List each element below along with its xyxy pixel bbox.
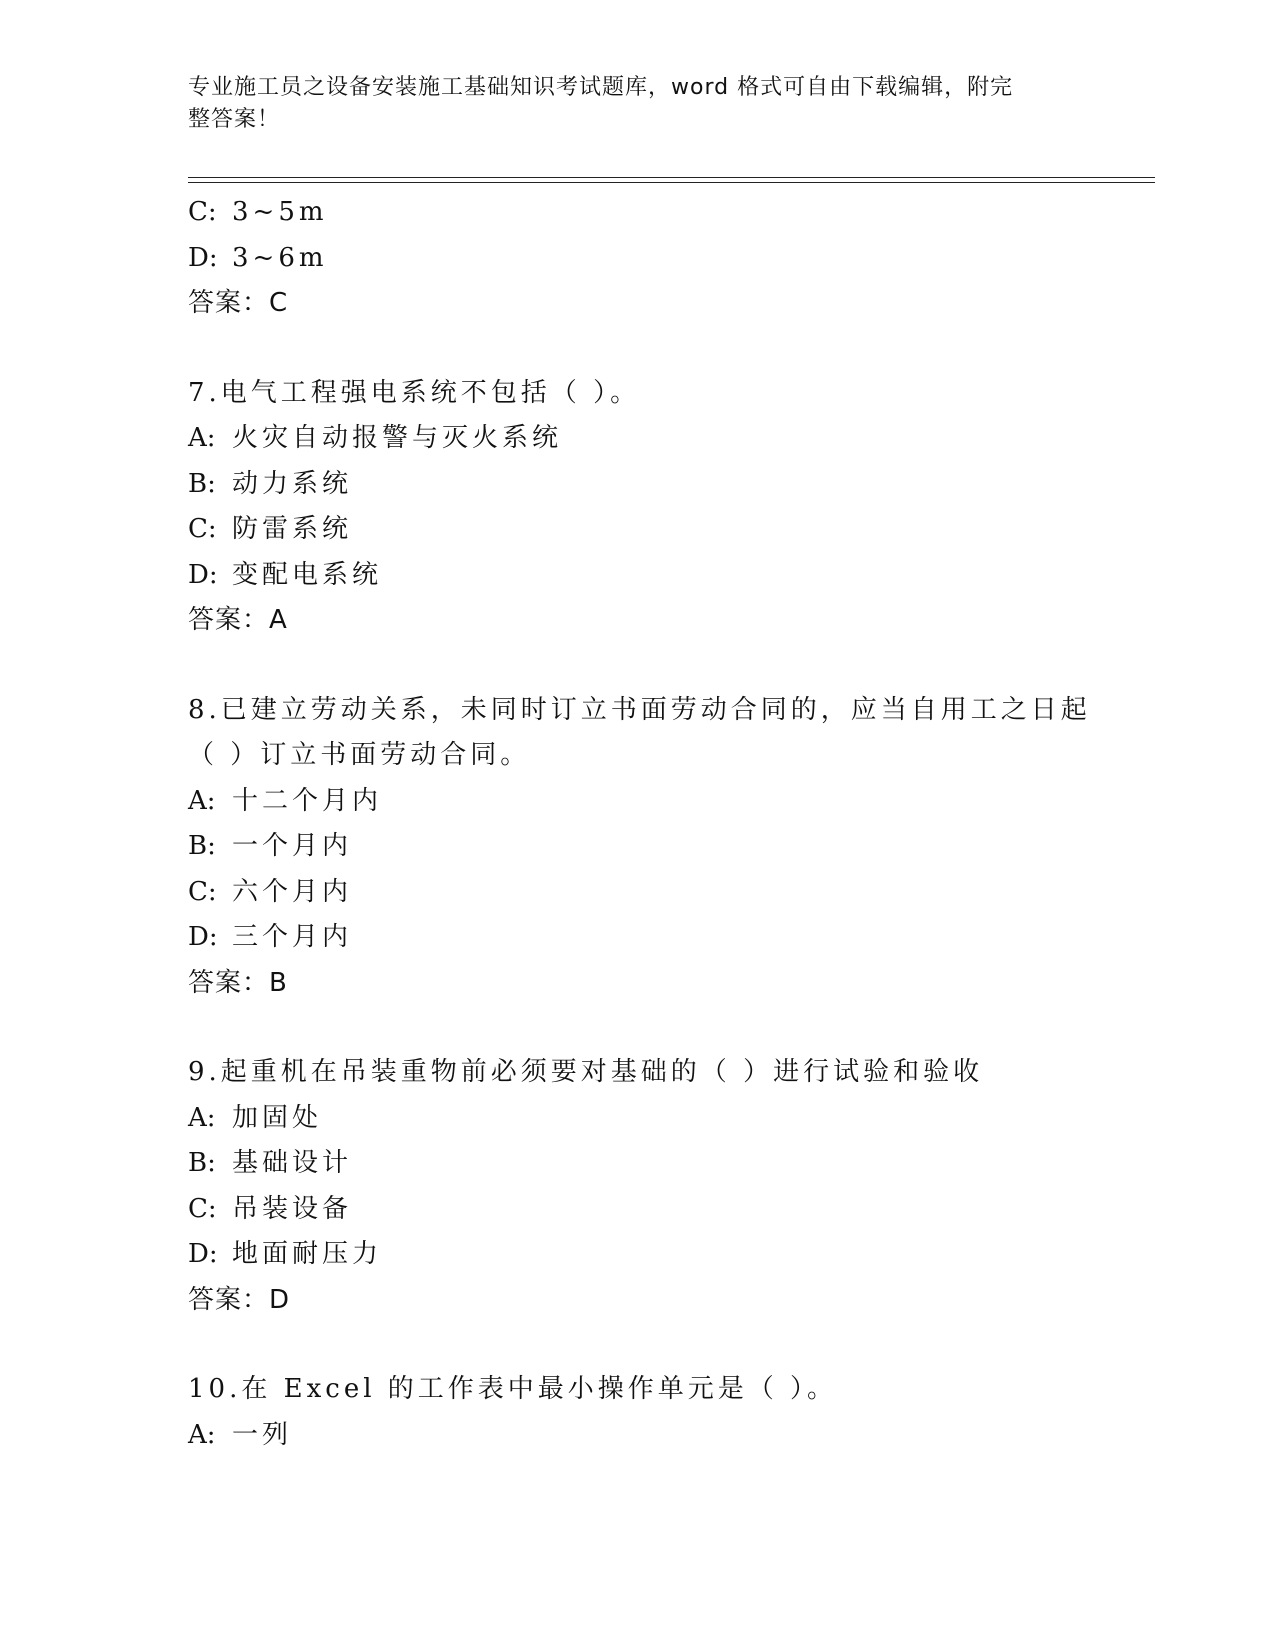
spacer (188, 1006, 1148, 1050)
spacer (188, 1323, 1148, 1367)
question-stem: 7.电气工程强电系统不包括（ ）。 (188, 377, 641, 408)
option-label: B: (188, 1148, 216, 1178)
option-label: D: (188, 1239, 218, 1269)
option-d (188, 236, 1148, 282)
option-text: 变配电系统 (232, 559, 383, 590)
option-d (188, 553, 1148, 599)
option-a (188, 1413, 1148, 1459)
answer-line: 答案：A (188, 605, 288, 635)
option-text: 火灾自动报警与灭火系统 (232, 423, 563, 453)
option-c (188, 507, 1148, 553)
option-c (188, 1187, 1148, 1233)
option-text: 一个月内 (232, 831, 353, 861)
answer-line: 答案：B (188, 967, 288, 998)
option-text: 一列 (232, 1419, 293, 1450)
option-b (188, 462, 1148, 508)
option-text: 防雷系统 (232, 514, 353, 544)
option-text: 动力系统 (232, 468, 353, 499)
spacer (188, 327, 1148, 371)
header-line-1: 专业施工员之设备安装施工基础知识考试题库，word 格式可自由下载编辑，附完 (188, 75, 1014, 100)
option-label: C: (188, 876, 217, 907)
header-line-2: 整答案！ (188, 107, 281, 132)
option-text: 吊装设备 (232, 1193, 353, 1224)
option-d (188, 1232, 1148, 1278)
option-label: C: (188, 1193, 217, 1224)
option-label: A: (188, 423, 216, 453)
option-text: 3~6m (232, 242, 328, 273)
header-divider-top (188, 177, 1155, 178)
question-stem-line-2: （ ）订立书面劳动合同。 (188, 740, 531, 770)
option-c (188, 190, 1148, 236)
option-text: 十二个月内 (232, 785, 383, 816)
option-label: B: (188, 831, 216, 861)
option-b (188, 1141, 1148, 1187)
question-6-tail (188, 190, 1148, 327)
question-7 (188, 371, 1148, 644)
question-stem-line-1: 8.已建立劳动关系，未同时订立书面劳动合同的，应当自用工之日起 (188, 694, 1091, 725)
option-label: D: (188, 242, 218, 273)
option-label: A: (188, 1419, 216, 1450)
header-divider-bottom (188, 182, 1155, 183)
option-c (188, 870, 1148, 916)
option-label: C: (188, 514, 217, 544)
question-9 (188, 1050, 1148, 1323)
option-label: B: (188, 468, 216, 499)
question-10 (188, 1367, 1148, 1458)
question-8 (188, 688, 1148, 1007)
option-label: A: (188, 1102, 216, 1133)
option-label: D: (188, 559, 218, 590)
question-stem: 10.在 Excel 的工作表中最小操作单元是（ ）。 (188, 1374, 838, 1404)
option-text: 三个月内 (232, 922, 353, 952)
option-text: 六个月内 (232, 876, 353, 907)
option-label: C: (188, 197, 217, 227)
option-b (188, 824, 1148, 870)
option-text: 地面耐压力 (232, 1239, 383, 1269)
document-header (188, 72, 1068, 136)
option-text: 基础设计 (232, 1148, 353, 1178)
option-d (188, 915, 1148, 961)
option-label: A: (188, 785, 216, 816)
option-a (188, 1096, 1148, 1142)
question-list (188, 190, 1148, 1458)
answer-line: 答案：D (188, 1284, 291, 1315)
option-text: 加固处 (232, 1102, 323, 1133)
option-label: D: (188, 922, 218, 952)
spacer (188, 644, 1148, 688)
option-a (188, 416, 1148, 462)
question-stem: 9.起重机在吊装重物前必须要对基础的（ ）进行试验和验收 (188, 1057, 984, 1087)
option-text: 3~5m (232, 197, 328, 227)
option-a (188, 779, 1148, 825)
answer-line: 答案：C (188, 288, 289, 318)
